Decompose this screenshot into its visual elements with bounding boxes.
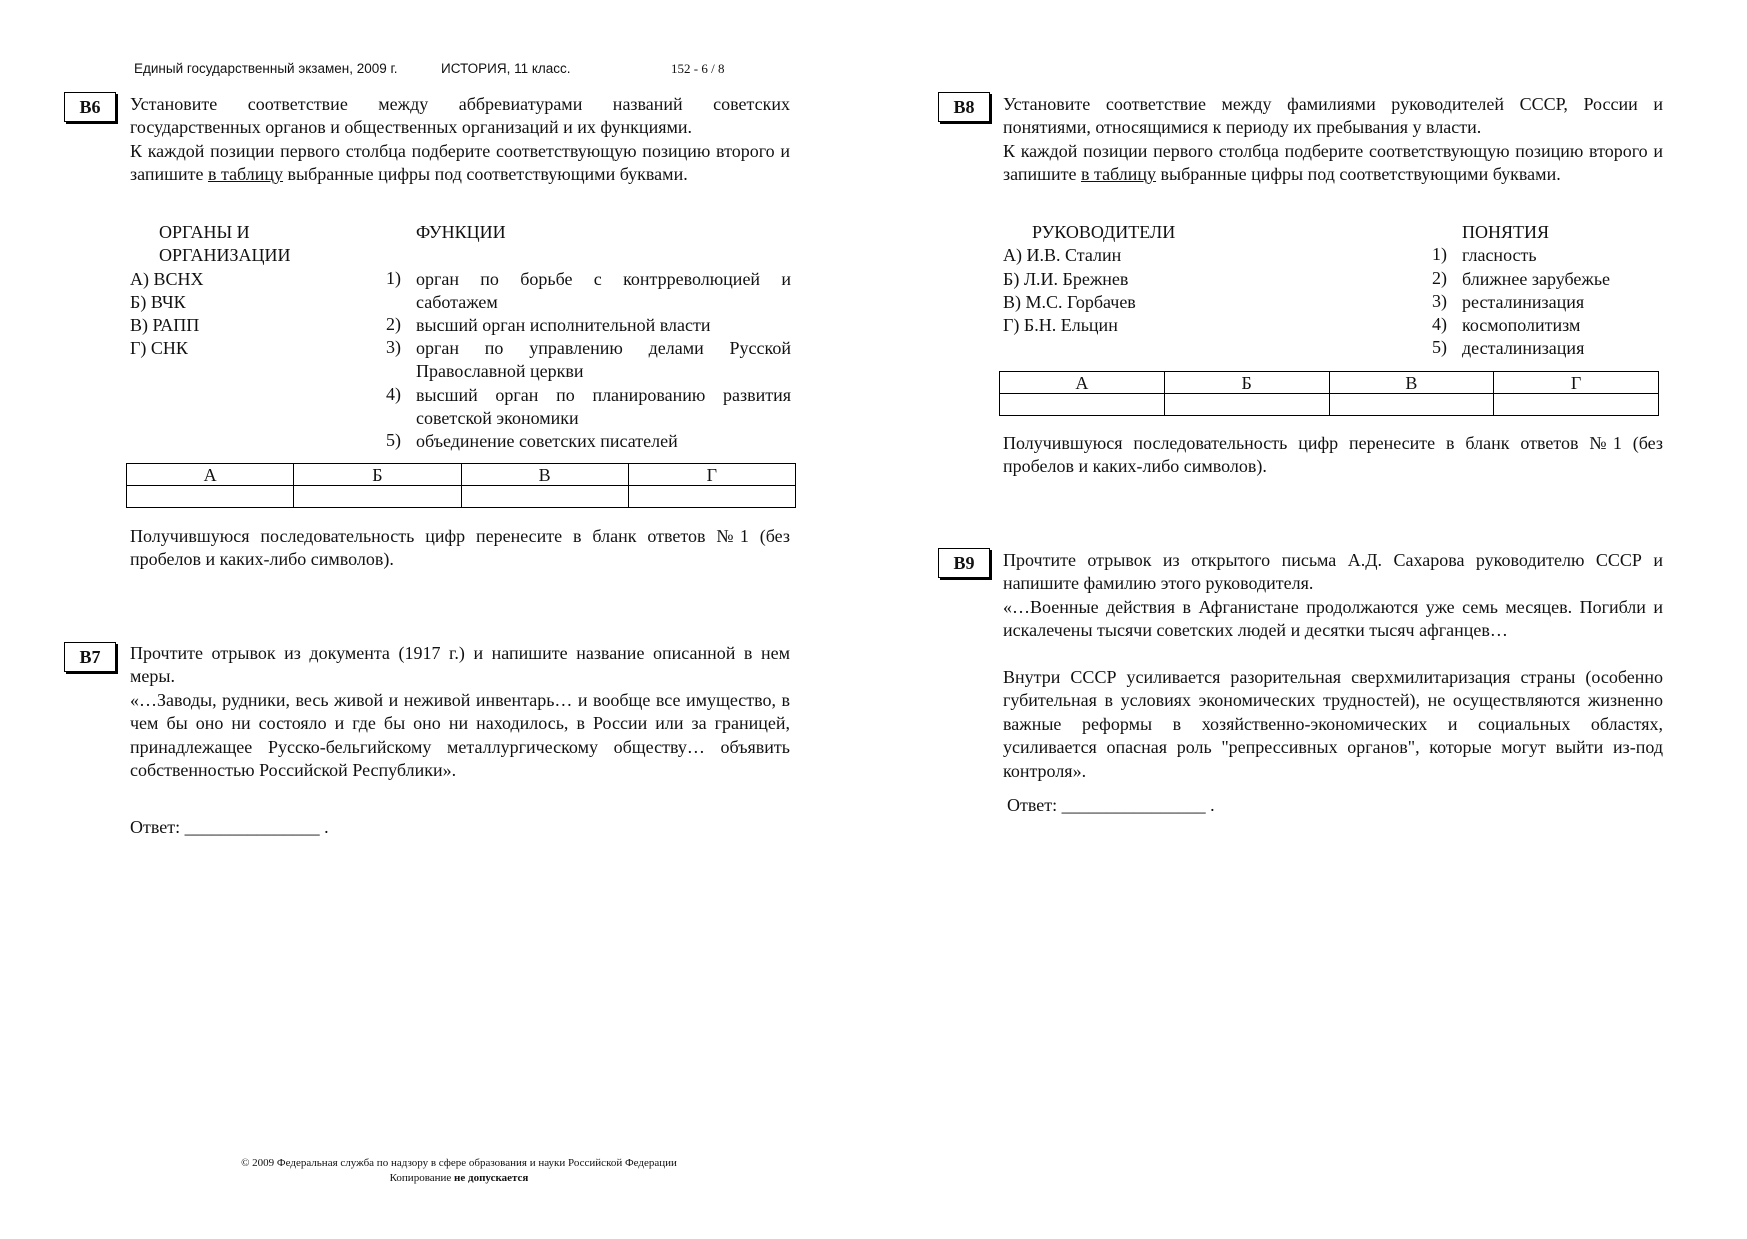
- b8-table-header-b: Б: [1164, 372, 1329, 394]
- b8-right-item-5: десталинизация: [1462, 338, 1585, 358]
- b8-left-item-a: А) И.В. Сталин: [1003, 245, 1122, 265]
- b6-table-header-b: Б: [294, 464, 461, 486]
- b8-col1-heading: РУКОВОДИТЕЛИ: [1032, 222, 1176, 242]
- b6-right-num-3: 3): [386, 337, 401, 357]
- b8-right-item-4: космополитизм: [1462, 315, 1581, 335]
- b6-right-item-5: объединение советских писателей: [416, 431, 678, 451]
- b6-table-header-a: А: [127, 464, 294, 486]
- b6-answer-cell-a[interactable]: [127, 486, 294, 508]
- b6-right-item-1b: саботажем: [416, 292, 498, 312]
- b6-right-num-1: 1): [386, 268, 401, 288]
- question-b8-intro-b: К каждой позиции первого столбца подберите соответствующую позицию второго и запишите в таблицу выбранные цифры под соответствующими буквами.: [1003, 140, 1663, 185]
- b6-answer-cell-g[interactable]: [628, 486, 795, 508]
- b6-left-item-a: А) ВСНХ: [130, 269, 204, 289]
- question-b9-prompt: Прочтите отрывок из открытого письма А.Д. Сахарова руководителю СССР и напишите фамилию этого руководителя.: [1003, 550, 1663, 594]
- footer-copy-notice: Копирование не допускается: [389, 1172, 529, 1184]
- b6-right-item-4b: советской экономики: [416, 408, 579, 428]
- b6-table-header-g: Г: [628, 464, 795, 486]
- b8-right-item-1: гласность: [1462, 245, 1537, 265]
- question-b9-quote-1: «…Военные действия в Афганистане продолжаются уже семь месяцев. Погибли и искалечены тысячи советских людей и десятки тысяч афганцев…: [1003, 597, 1663, 641]
- b8-answer-cell-g[interactable]: [1494, 394, 1659, 416]
- b6-answer-cell-b[interactable]: [294, 486, 461, 508]
- header-exam-title: Единый государственный экзамен, 2009 г.: [134, 61, 398, 76]
- question-b7-prompt: Прочтите отрывок из документа (1917 г.) и напишите название описанной в нем меры.: [130, 643, 790, 687]
- b6-col1-heading-1: ОРГАНЫ И: [159, 222, 250, 242]
- b6-right-item-1a: орган по борьбе с контрреволюцией и: [416, 269, 791, 289]
- b9-answer-field[interactable]: ________________ .: [1061, 795, 1215, 815]
- b6-col1-heading-2: ОРГАНИЗАЦИИ: [159, 245, 291, 265]
- b8-left-item-v: В) М.С. Горбачев: [1003, 292, 1136, 312]
- b8-right-num-5: 5): [1432, 337, 1447, 357]
- question-b8-intro: [1003, 93, 1663, 187]
- b8-right-num-1: 1): [1432, 244, 1447, 264]
- b8-transfer-note: Получившуюся последовательность цифр перенесите в бланк ответов №1 (без пробелов и каких-либо символов).: [1003, 433, 1663, 477]
- b8-table-header-a: А: [1000, 372, 1165, 394]
- b6-answer-table: [126, 463, 796, 508]
- b6-answer-cell-v[interactable]: [461, 486, 628, 508]
- footer-copyright: © 2009 Федеральная служба по надзору в сфере образования и науки Российской Федерации: [241, 1157, 677, 1169]
- b6-right-num-4: 4): [386, 384, 401, 404]
- b6-right-num-2: 2): [386, 314, 401, 334]
- b8-answer-cell-b[interactable]: [1164, 394, 1329, 416]
- b8-right-num-3: 3): [1432, 291, 1447, 311]
- question-b8-intro-a: Установите соответствие между фамилиями руководителей СССР, России и понятиями, относящимися к периоду их пребывания у власти.: [1003, 94, 1663, 138]
- b8-answer-table: [999, 371, 1659, 416]
- b8-col2-heading: ПОНЯТИЯ: [1462, 222, 1550, 242]
- b6-right-item-2: высший орган исполнительной власти: [416, 315, 711, 335]
- b8-answer-cell-v[interactable]: [1329, 394, 1494, 416]
- b8-right-item-3: ресталинизация: [1462, 292, 1585, 312]
- b8-answer-cell-a[interactable]: [1000, 394, 1165, 416]
- b6-right-num-5: 5): [386, 430, 401, 450]
- b6-left-item-v: В) РАПП: [130, 315, 200, 335]
- question-b7-label: В7: [64, 642, 116, 672]
- header-subject: ИСТОРИЯ, 11 класс.: [441, 61, 571, 76]
- b8-left-item-b: Б) Л.И. Брежнев: [1003, 269, 1129, 289]
- b6-right-item-3a: орган по управлению делами Русской: [416, 338, 791, 358]
- question-b6-intro: [130, 93, 790, 187]
- question-b9-label: В9: [938, 548, 990, 578]
- b6-left-item-g: Г) СНК: [130, 338, 188, 358]
- b6-left-item-b: Б) ВЧК: [130, 292, 186, 312]
- b7-answer-field[interactable]: _______________ .: [184, 817, 329, 837]
- b8-right-num-4: 4): [1432, 314, 1447, 334]
- header-page-number: 152 - 6 / 8: [671, 61, 725, 76]
- b8-right-item-2: ближнее зарубежье: [1462, 269, 1611, 289]
- b9-answer-label: Ответ:: [1007, 795, 1058, 815]
- b6-col2-heading: ФУНКЦИИ: [416, 222, 506, 242]
- b6-transfer-note: Получившуюся последовательность цифр перенесите в бланк ответов №1 (без пробелов и каких-либо символов).: [130, 526, 790, 570]
- question-b6-intro-a: Установите соответствие между аббревиатурами названий советских государственных органов и общественных организаций и их функциями.: [130, 94, 790, 138]
- b6-right-item-4a: высший орган по планированию развития: [416, 385, 791, 405]
- b6-table-header-v: В: [461, 464, 628, 486]
- b8-table-header-g: Г: [1494, 372, 1659, 394]
- b7-answer-label: Ответ:: [130, 817, 181, 837]
- b6-right-item-3b: Православной церкви: [416, 361, 584, 381]
- b8-left-item-g: Г) Б.Н. Ельцин: [1003, 315, 1118, 335]
- b8-table-header-v: В: [1329, 372, 1494, 394]
- question-b9-quote-2: Внутри СССР усиливается разорительная сверхмилитаризация страны (особенно губительная в условиях экономических трудностей), не осуществляются жизненно важные реформы в хозяйственно-экономических и социальных областях, усиливается опасная роль "репрессивных органов", которые могут выйти из-под контроля».: [1003, 667, 1663, 781]
- question-b8-label: В8: [938, 92, 990, 122]
- question-b7-quote: «…Заводы, рудники, весь живой и неживой инвентарь… и вообще все имущество, в чем бы оно ни состояло и где бы оно ни находилось, в России или за границей, принадлежащее Русско-бельгийскому металлургическому обществу… объявить собственностью Российской Республики».: [130, 690, 790, 781]
- b9-answer-line: [1007, 794, 1215, 817]
- question-b6-intro-b: К каждой позиции первого столбца подберите соответствующую позицию второго и запишите в таблицу выбранные цифры под соответствующими буквами.: [130, 140, 790, 185]
- b8-right-num-2: 2): [1432, 268, 1447, 288]
- question-b6-label: В6: [64, 92, 116, 122]
- b7-answer-line: [130, 816, 329, 839]
